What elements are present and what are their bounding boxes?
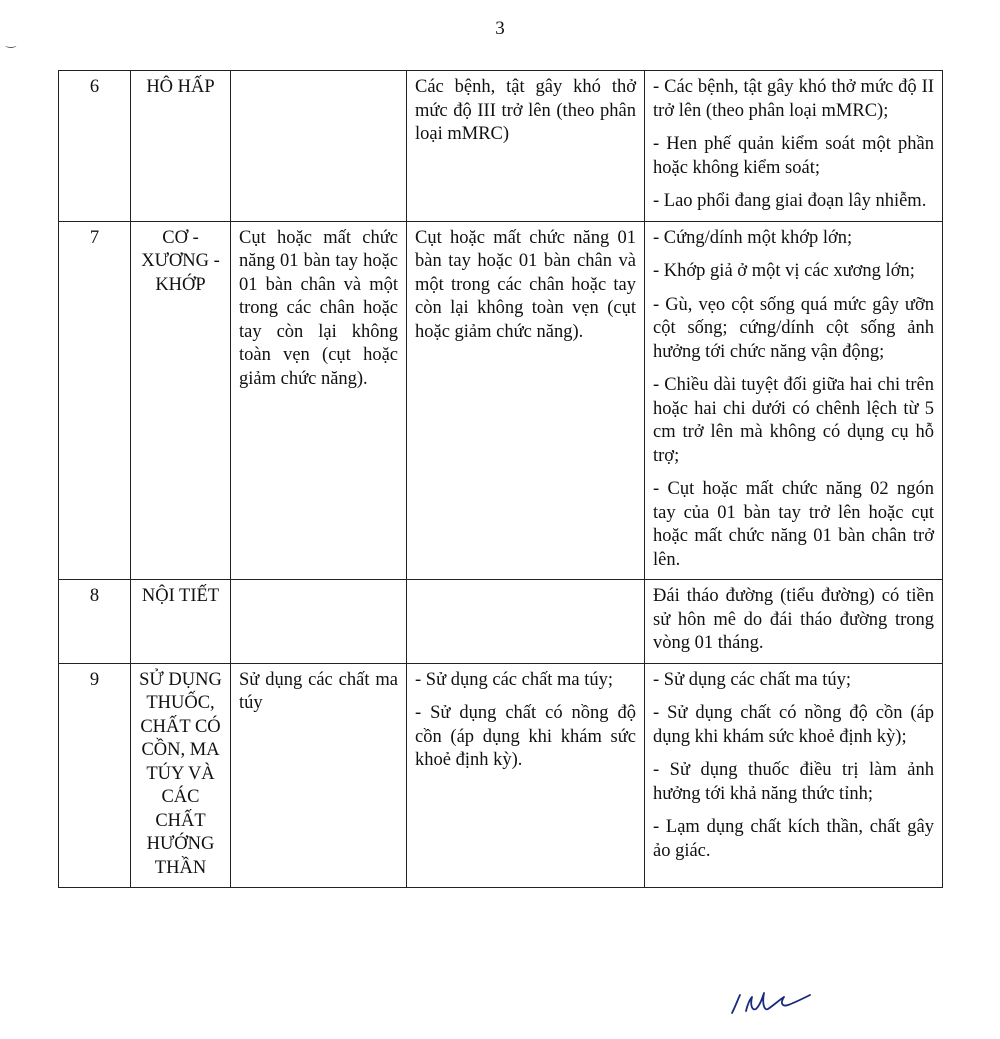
cell-column-4	[407, 221, 645, 580]
list-item: - Sử dụng các chất ma túy;	[653, 669, 852, 690]
category-name: HÔ HẤP	[131, 71, 231, 222]
list-item: - Sử dụng chất có nồng độ cồn (áp dụng khi khám sức khoẻ định kỳ);	[653, 703, 934, 747]
page-number: 3	[495, 18, 505, 39]
criteria-table	[58, 70, 943, 888]
cell-text: Đái tháo đường (tiểu đường) có tiền sử hôn mê do đái tháo đường trong vòng 01 tháng.	[653, 586, 934, 653]
cell-column-5	[645, 663, 943, 888]
table-row-6	[59, 71, 943, 222]
category-name: NỘI TIẾT	[131, 580, 231, 664]
list-item: - Lạm dụng chất kích thần, chất gây ảo giác.	[653, 817, 934, 861]
list-item: - Hen phế quản kiểm soát một phần hoặc không kiểm soát;	[653, 134, 934, 178]
category-name: CƠ - XƯƠNG - KHỚP	[131, 221, 231, 580]
list-item: - Lao phổi đang giai đoạn lây nhiễm.	[653, 191, 927, 211]
cell-column-5	[645, 71, 943, 222]
row-number: 6	[59, 71, 131, 222]
list-item: - Khớp giả ở một vị các xương lớn;	[653, 261, 915, 281]
cell-text: Các bệnh, tật gây khó thở mức độ III trở lên (theo phân loại mMRC)	[415, 77, 636, 144]
list-item: - Chiều dài tuyệt đối giữa hai chi trên hoặc hai chi dưới có chênh lệch từ 5 cm trở lên mà không có dụng cụ hỗ trợ;	[653, 375, 934, 466]
cell-column-3	[231, 580, 407, 664]
cell-text: Sử dụng các chất ma túy	[239, 669, 398, 713]
category-name: SỬ DỤNG THUỐC, CHẤT CÓ CỒN, MA TÚY VÀ CÁC CHẤT HƯỚNG THẦN	[131, 663, 231, 888]
cell-text: Cụt hoặc mất chức năng 01 bàn tay hoặc 01 bàn chân và một trong các chân hoặc tay còn lại không toàn vẹn (cụt hoặc giảm chức năng).	[239, 227, 398, 389]
scan-mark: ‿	[6, 34, 16, 48]
table-row-9	[59, 663, 943, 888]
cell-column-5	[645, 580, 943, 664]
list-item: - Sử dụng chất có nồng độ cồn (áp dụng khi khám sức khoẻ định kỳ).	[415, 703, 636, 770]
list-item: - Sử dụng thuốc điều trị làm ảnh hưởng tới khả năng thức tỉnh;	[653, 760, 934, 804]
cell-column-3	[231, 71, 407, 222]
row-number: 8	[59, 580, 131, 664]
cell-column-4	[407, 580, 645, 664]
list-item: - Cứng/dính một khớp lớn;	[653, 227, 853, 248]
list-item: - Cụt hoặc mất chức năng 02 ngón tay của 01 bàn tay trở lên hoặc cụt hoặc mất chức năng 01 bàn chân trở lên.	[653, 479, 934, 570]
cell-text: Cụt hoặc mất chức năng 01 bàn tay hoặc 01 bàn chân và một trong các chân hoặc tay còn lại không toàn vẹn (cụt hoặc giảm chức năng).	[415, 227, 636, 342]
row-number: 9	[59, 663, 131, 888]
cell-column-5	[645, 221, 943, 580]
list-item: - Gù, vẹo cột sống quá mức gây ưỡn cột sống; cứng/dính cột sống ảnh hưởng tới chức năng vận động;	[653, 294, 934, 362]
row-number: 7	[59, 221, 131, 580]
initials-signature	[726, 985, 816, 1021]
cell-column-4	[407, 663, 645, 888]
cell-column-4	[407, 71, 645, 222]
cell-column-3	[231, 221, 407, 580]
table-row-8	[59, 580, 943, 664]
list-item: - Sử dụng các chất ma túy;	[415, 669, 614, 690]
cell-column-3	[231, 663, 407, 888]
table-row-7	[59, 221, 943, 580]
list-item: - Các bệnh, tật gây khó thở mức độ II trở lên (theo phân loại mMRC);	[653, 77, 934, 121]
